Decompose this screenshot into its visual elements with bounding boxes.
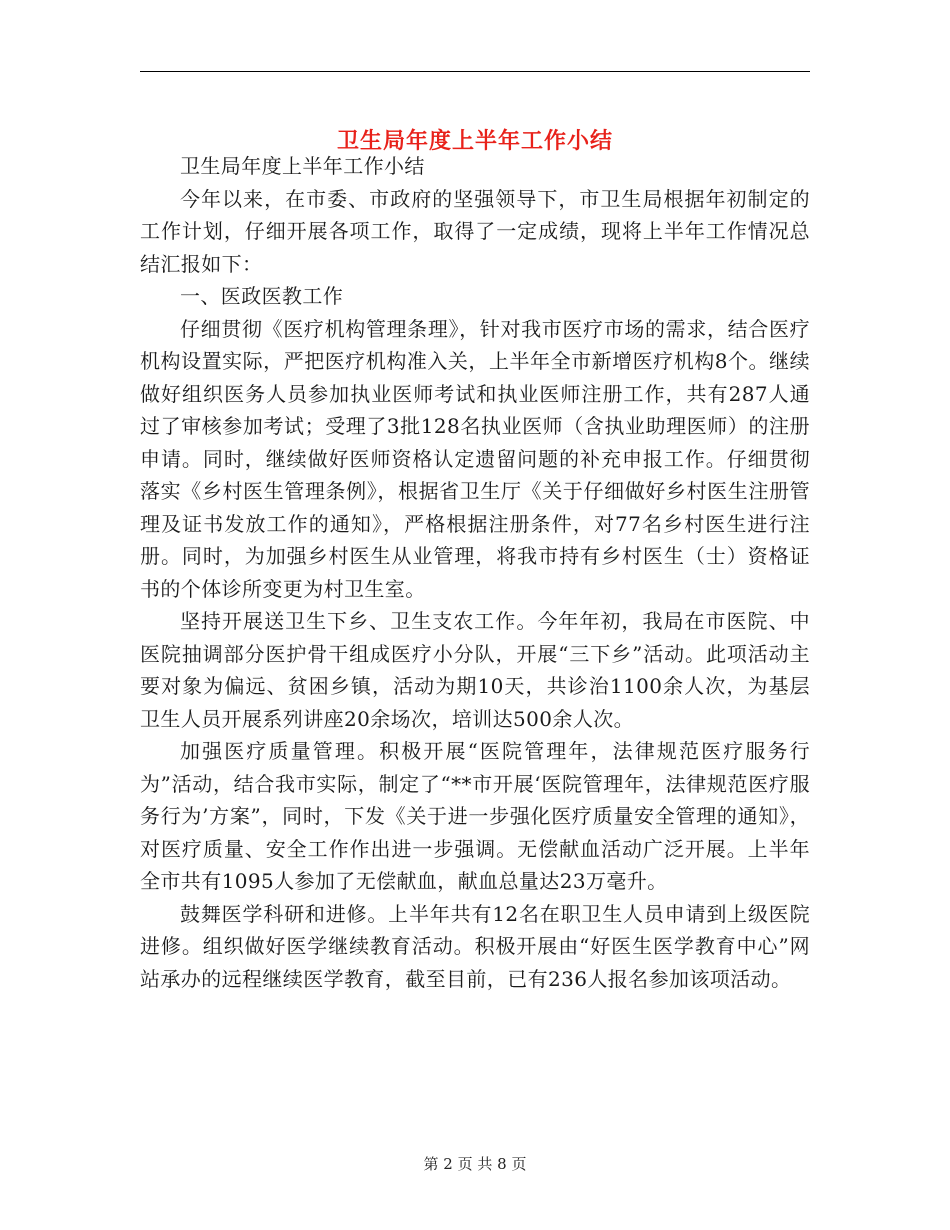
paragraph-medical-institutions: 仔细贯彻《医疗机构管理条理》，针对我市医疗市场的需求，结合医疗机构设置实际，严把医疗机构准入关，上半年全市新增医疗机构8个。继续做好组织医务人员参加执业医师考试和执业医师注册工作，共有287人通过了审核参加考试；受理了3批128名执业医师（含执业助理医师）的注册申请。同时，继续做好医师资格认定遗留问题的补充申报工作。仔细贯彻落实《乡村医生管理条例》，根据省卫生厅《关于仔细做好乡村医生注册管理及证书发放工作的通知》，严格根据注册条件，对77名乡村医生进行注册。同时，为加强乡村医生从业管理，将我市持有乡村医生（士）资格证书的个体诊所变更为村卫生室。 (140, 316, 810, 601)
paragraph-research-training: 鼓舞医学科研和进修。上半年共有12名在职卫生人员申请到上级医院进修。组织做好医学继续教育活动。积极开展由“好医生医学教育中心”网站承办的远程继续医学教育，截至目前，已有236人报名参加该项活动。 (140, 901, 810, 991)
paragraph-intro: 今年以来，在市委、市政府的坚强领导下，市卫生局根据年初制定的工作计划，仔细开展各项工作，取得了一定成绩，现将上半年工作情况总结汇报如下： (140, 186, 810, 276)
header-rule (140, 71, 810, 72)
document-body (140, 150, 810, 995)
paragraph-rural-health-outreach: 坚持开展送卫生下乡、卫生支农工作。今年年初，我局在市医院、中医院抽调部分医护骨干组成医疗小分队，开展“三下乡”活动。此项活动主要对象为偏远、贫困乡镇，活动为期10天，共诊治1100余人次，为基层卫生人员开展系列讲座20余场次，培训达500余人次。 (140, 609, 810, 731)
section-heading-medical-administration: 一、医政医教工作 (180, 284, 344, 308)
paragraph-medical-quality: 加强医疗质量管理。积极开展“医院管理年，法律规范医疗服务行为”活动，结合我市实际，制定了“**市开展‘医院管理年，法律规范医疗服务行为’方案”，同时，下发《关于进一步强化医疗质量安全管理的通知》，对医疗质量、安全工作作出进一步强调。无偿献血活动广泛开展。上半年全市共有1095人参加了无偿献血，献血总量达23万毫升。 (140, 739, 810, 893)
page-number-footer: 第 2 页 共 8 页 (423, 1155, 527, 1173)
document-title: 卫生局年度上半年工作小结 (336, 127, 613, 154)
paragraph-subtitle: 卫生局年度上半年工作小结 (180, 154, 425, 178)
